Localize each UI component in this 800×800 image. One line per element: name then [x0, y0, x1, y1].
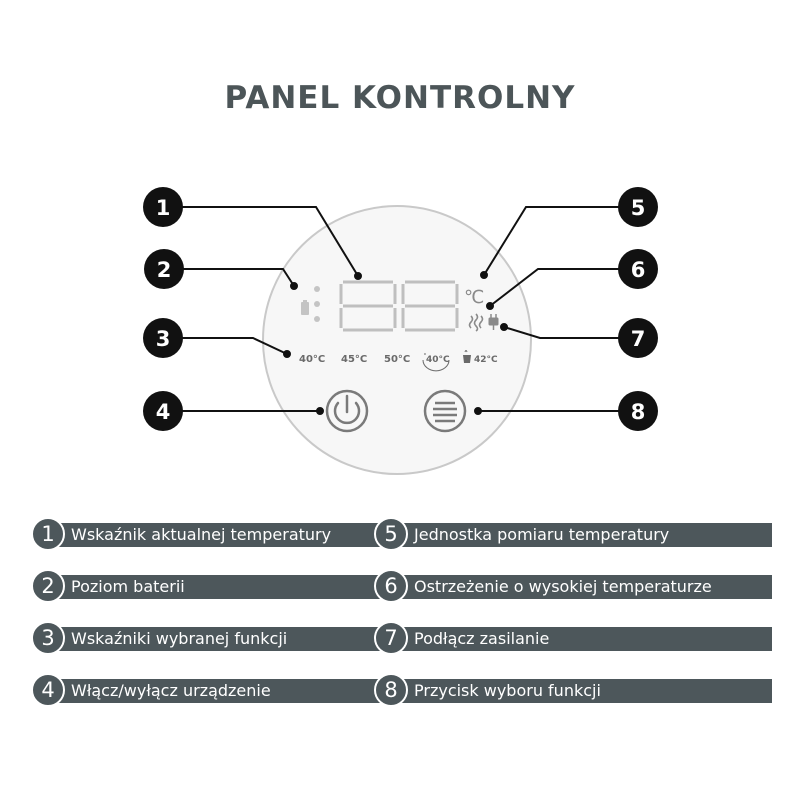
- mode-label-45: 45°C: [341, 354, 368, 365]
- mode-label-40-cycle: 40°C: [426, 355, 450, 365]
- battery-icon: [301, 300, 309, 315]
- legend-text: Poziom baterii: [71, 577, 185, 596]
- legend-item-4: [31, 673, 389, 707]
- page-title: PANEL KONTROLNY: [224, 80, 576, 116]
- mode-label-40: 40°C: [299, 354, 326, 365]
- legend-text: Podłącz zasilanie: [414, 629, 550, 648]
- mode-label-50: 50°C: [384, 354, 411, 365]
- legend-number: 6: [374, 569, 408, 603]
- legend-item-3: [31, 621, 389, 655]
- legend-item-7: [374, 621, 772, 655]
- callout-7: 7: [630, 327, 646, 351]
- legend-number: 2: [31, 569, 65, 603]
- legend-text: Przycisk wyboru funkcji: [414, 681, 601, 700]
- legend-text: Wskaźniki wybranej funkcji: [71, 629, 288, 648]
- callout-1: 1: [155, 196, 171, 220]
- legend-text: Ostrzeżenie o wysokiej temperaturze: [414, 577, 712, 596]
- callout-2: 2: [156, 258, 172, 282]
- callout-8: 8: [630, 400, 646, 424]
- legend-item-5: [374, 517, 772, 551]
- legend-number: 8: [374, 673, 408, 707]
- temperature-unit: ℃: [464, 287, 485, 308]
- legend-item-8: [374, 673, 772, 707]
- legend-text: Włącz/wyłącz urządzenie: [71, 681, 271, 700]
- callout-6: 6: [630, 258, 646, 282]
- mode-label-42: 42°C: [474, 355, 498, 365]
- legend-number: 7: [374, 621, 408, 655]
- legend-number: 4: [31, 673, 65, 707]
- legend-text: Wskaźnik aktualnej temperatury: [71, 525, 332, 544]
- control-panel-face: [263, 206, 531, 474]
- legend-text: Jednostka pomiaru temperatury: [414, 525, 670, 544]
- legend-number: 5: [374, 517, 408, 551]
- legend-item-1: [31, 517, 389, 551]
- callout-3: 3: [155, 327, 171, 351]
- legend-item-6: [374, 569, 772, 603]
- callout-5: 5: [630, 196, 646, 220]
- callout-4: 4: [155, 400, 171, 424]
- legend-number: 1: [31, 517, 65, 551]
- legend-item-2: [31, 569, 389, 603]
- legend-number: 3: [31, 621, 65, 655]
